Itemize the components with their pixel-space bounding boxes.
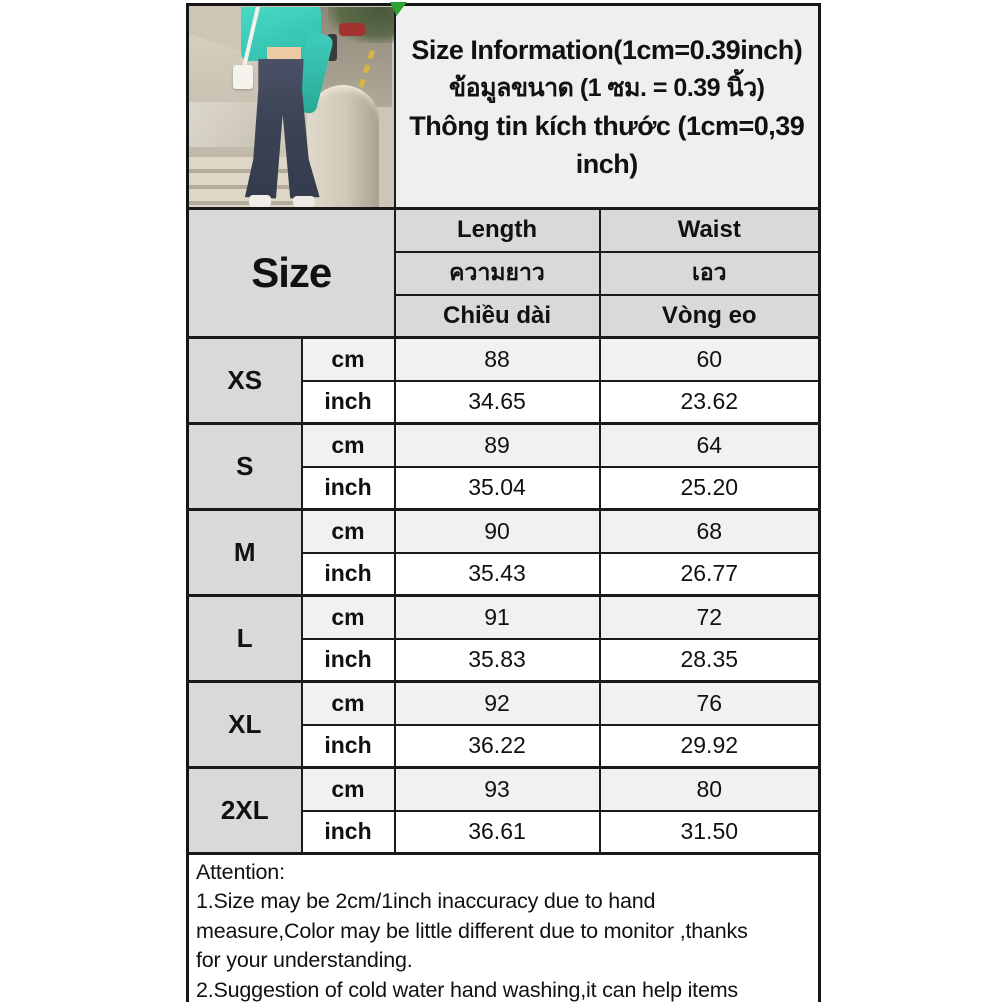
unit-inch: inch — [302, 467, 395, 510]
length-inch: 35.83 — [395, 639, 600, 682]
unit-cm: cm — [302, 510, 395, 553]
waist-inch: 31.50 — [600, 811, 820, 854]
attention-line-1: 1.Size may be 2cm/1inch inaccuracy due to hand — [196, 889, 656, 914]
length-header-en: Length — [395, 209, 600, 252]
length-cm: 92 — [395, 682, 600, 725]
product-photo-cell — [188, 5, 395, 209]
table-row — [188, 338, 820, 381]
product-photo — [189, 7, 394, 207]
length-inch: 36.61 — [395, 811, 600, 854]
attention-line-3: for your understanding. — [196, 948, 413, 973]
waist-cm: 72 — [600, 596, 820, 639]
size-label-s: S — [188, 424, 302, 510]
waist-header-th: เอว — [600, 252, 820, 295]
size-label-xl: XL — [188, 682, 302, 768]
size-label-xs: XS — [188, 338, 302, 424]
length-inch: 34.65 — [395, 381, 600, 424]
size-table — [186, 3, 821, 1002]
waist-cm: 68 — [600, 510, 820, 553]
unit-cm: cm — [302, 682, 395, 725]
size-column-header: Size — [188, 209, 395, 338]
attention-note — [188, 854, 820, 1002]
photo-red-car — [339, 23, 365, 36]
length-cm: 91 — [395, 596, 600, 639]
waist-inch: 26.77 — [600, 553, 820, 596]
waist-inch: 28.35 — [600, 639, 820, 682]
attention-line-2: measure,Color may be little different due to monitor ,thanks — [196, 918, 748, 943]
unit-inch: inch — [302, 381, 395, 424]
photo-model-shoe-left — [249, 195, 271, 207]
attention-line-4: 2.Suggestion of cold water hand washing,it can help items — [196, 977, 738, 1002]
photo-steps — [189, 157, 301, 207]
length-cm: 89 — [395, 424, 600, 467]
title-thai: ข้อมูลขนาด (1 ซม. = 0.39 นิ้ว) — [449, 73, 765, 102]
size-info-title-cell — [395, 5, 820, 209]
unit-cm: cm — [302, 424, 395, 467]
length-header-vi: Chiều dài — [395, 295, 600, 338]
waist-cm: 76 — [600, 682, 820, 725]
waist-header-en: Waist — [600, 209, 820, 252]
table-row — [188, 596, 820, 639]
photo-model-shoe-right — [293, 196, 315, 207]
waist-cm: 80 — [600, 768, 820, 811]
waist-inch: 23.62 — [600, 381, 820, 424]
title-english: Size Information(1cm=0.39inch) — [411, 34, 803, 65]
length-inch: 36.22 — [395, 725, 600, 768]
unit-inch: inch — [302, 639, 395, 682]
waist-inch: 29.92 — [600, 725, 820, 768]
length-inch: 35.04 — [395, 467, 600, 510]
unit-inch: inch — [302, 553, 395, 596]
photo-white-bag — [233, 65, 253, 89]
table-row — [188, 510, 820, 553]
unit-inch: inch — [302, 811, 395, 854]
unit-cm: cm — [302, 768, 395, 811]
waist-cm: 64 — [600, 424, 820, 467]
size-label-l: L — [188, 596, 302, 682]
attention-title: Attention: — [196, 860, 285, 884]
unit-cm: cm — [302, 338, 395, 381]
length-cm: 93 — [395, 768, 600, 811]
length-cm: 88 — [395, 338, 600, 381]
waist-cm: 60 — [600, 338, 820, 381]
length-inch: 35.43 — [395, 553, 600, 596]
size-label-2xl: 2XL — [188, 768, 302, 854]
table-row — [188, 424, 820, 467]
unit-inch: inch — [302, 725, 395, 768]
size-label-m: M — [188, 510, 302, 596]
length-header-th: ความยาว — [395, 252, 600, 295]
waist-header-vi: Vòng eo — [600, 295, 820, 338]
waist-inch: 25.20 — [600, 467, 820, 510]
unit-cm: cm — [302, 596, 395, 639]
title-vietnamese: Thông tin kích thước (1cm=0,39 inch) — [409, 110, 805, 179]
table-row — [188, 682, 820, 725]
length-cm: 90 — [395, 510, 600, 553]
table-row — [188, 768, 820, 811]
